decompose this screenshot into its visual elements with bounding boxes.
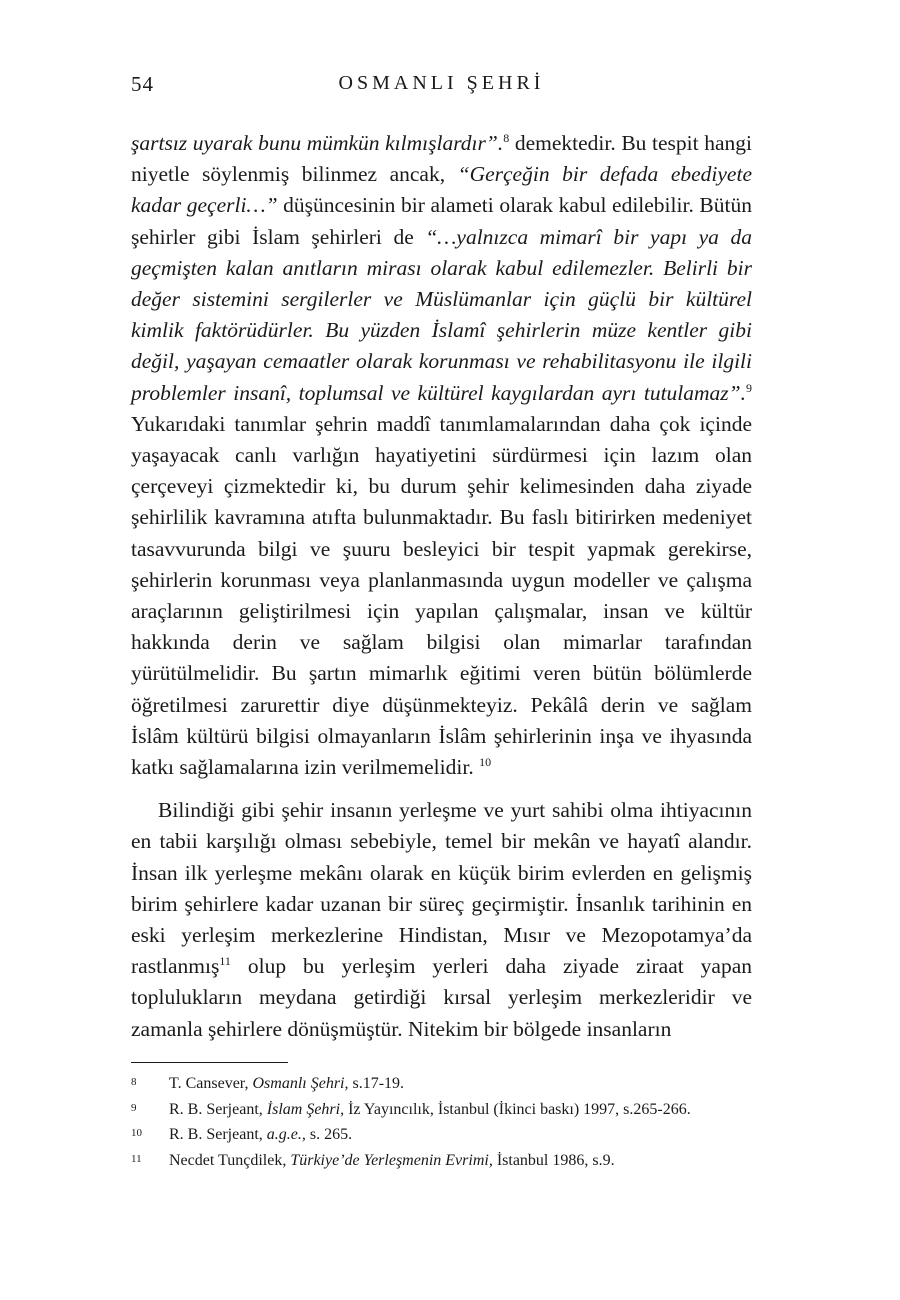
footnote-text: s. 265. bbox=[305, 1126, 353, 1143]
paragraph-2 bbox=[131, 795, 752, 1045]
text-run: Bilindiği gibi şehir insanın yerleşme ve yurt sahibi olma ihtiyacının en tabii karşılığı olması sebebiyle, temel bir mekân ve hayatî alandır. İnsan ilk yerleşme mekânı olarak en küçük birim evlerden en gelişmiş birim şehirlere kadar uzanan bir süreç geçirmiştir. İnsanlık tarihinin en eski yerleşim merkezlerine Hindistan, Mısır ve Mezopotamya’da rastlanmış bbox=[131, 798, 752, 979]
footnote-text: s.17-19. bbox=[348, 1075, 405, 1092]
footnotes bbox=[131, 1072, 752, 1174]
body-text bbox=[131, 128, 752, 1045]
footnote-ref: 8 bbox=[503, 130, 510, 145]
text-run: olup bu yerleşim yerleri daha ziyade ziraat yapan toplulukların meydana getirdiği kırsal yerleşim merkezleridir ve zamanla şehirlere dönüşmüştür. Nitekim bir bölgede insanların bbox=[131, 954, 752, 1041]
footnote-number: 9 bbox=[131, 1101, 137, 1114]
footnote-title: İslam Şehri, bbox=[266, 1100, 345, 1118]
paragraph-1 bbox=[131, 128, 752, 783]
text-run: demektedir. Bu tespit hangi niyetle söylenmiş bilinmez ancak, bbox=[131, 131, 752, 187]
footnote-title: Türkiye’de Yerleşmenin Evrimi, bbox=[290, 1151, 493, 1169]
page-header bbox=[131, 72, 752, 102]
text-run: Yukarıdaki tanımlar şehrin maddî tanımlamalarından daha çok içinde yaşayacak canlı varlığın hayatiyetini sürdürmesi için lazım olan çerçeveyi çizmektedir ki, bu durum şehir kelimesinden daha ziyade şehirlilik kavramına atıfta bulunmaktadır. Bu faslı bitirirken medeniyet tasavvurunda bilgi ve şuuru besleyici bir tespit yapmak gerekirse, şehirlerin korunması veya planlanmasında uygun modeller ve çalışma araçlarının geliştirilmesi için yapılan çalışmalar, insan ve kültür hakkında derin ve sağlam bilgisi olan mimarlar tarafından yürütülmelidir. Bu şartın mimarlık eğitimi veren bütün bölümlerde öğretilmesi zarurettir diye düşünmekteyiz. Pekâlâ derin ve sağlam İslâm kültürü bilgisi olmayanların İslâm şehirlerinin inşa ve ihyasında katkı sağlamalarına izin verilmemelidir. bbox=[131, 411, 752, 780]
footnote-text: Necdet Tunçdilek, bbox=[169, 1151, 291, 1169]
footnote bbox=[131, 1123, 752, 1147]
running-title: OSMANLI ŞEHRİ bbox=[338, 72, 545, 94]
footnote-text: R. B. Serjeant, bbox=[169, 1126, 267, 1143]
footnote-text: T. Cansever, bbox=[169, 1075, 253, 1092]
footnote bbox=[131, 1098, 752, 1122]
footnote-text: İz Yayıncılık, İstanbul (İkinci baskı) 1997, s.265-266. bbox=[344, 1100, 691, 1118]
footnote-number: 10 bbox=[131, 1127, 142, 1139]
footnote bbox=[131, 1149, 752, 1173]
footnote-number: 8 bbox=[131, 1076, 137, 1088]
footnote-title: a.g.e., bbox=[266, 1126, 306, 1143]
footnote bbox=[131, 1072, 752, 1096]
footnote-ref: 10 bbox=[479, 754, 492, 769]
page-number: 54 bbox=[131, 72, 154, 96]
quote-text: “Gerçeğin bir defada ebediyete kadar geçerli…” bbox=[131, 162, 752, 218]
text-run: düşüncesinin bir alameti olarak kabul edilebilir. Bütün şehirler gibi İslam şehirleri de bbox=[131, 193, 752, 249]
footnote-ref: 11 bbox=[219, 954, 231, 969]
footnote-divider bbox=[131, 1062, 288, 1063]
footnote-text: İstanbul 1986, s.9. bbox=[492, 1151, 615, 1169]
quote-text: şartsız uyarak bunu mümkün kılmışlardır”. bbox=[131, 131, 504, 155]
footnote-number: 11 bbox=[131, 1152, 142, 1165]
quote-text: “…yalnızca mimarî bir yapı ya da geçmişten kalan anıtların mirası olarak kabul edilemezler. Belirli bir değer sistemini sergilerler ve Müslümanlar için güçlü bir kültürel kimlik faktörüdürler. Bu yüzden İslamî şehirlerin müze kentler gibi değil, yaşayan cemaatler olarak korunması ve rehabilitasyonu ile ilgili problemler insanî, toplumsal ve kültürel kaygılardan ayrı tutulamaz”. bbox=[131, 224, 752, 405]
footnote-ref: 9 bbox=[746, 380, 752, 395]
footnote-title: Osmanlı Şehri, bbox=[252, 1075, 349, 1092]
footnote-text: R. B. Serjeant, bbox=[169, 1100, 267, 1118]
